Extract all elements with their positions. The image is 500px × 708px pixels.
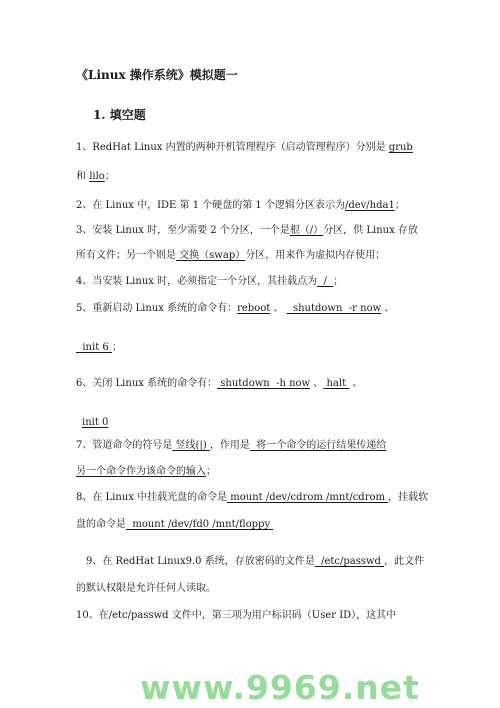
question-6: 6、关闭 Linux 系统的命令有： shutdown -h now 、 halt 、 [76, 378, 363, 389]
question-4: 4、当安装 Linux 时，必须指定一个分区，其挂载点为 / ； [76, 276, 344, 287]
answer-root: 根（/） [289, 225, 324, 236]
question-1-cont: 和 lilo； [76, 171, 115, 182]
answer-init-0: init 0 [82, 417, 109, 428]
answer-mount-floppy: mount /dev/fd0 /mnt/floppy [126, 519, 274, 530]
question-5: 5、重新启动 Linux 系统的命令有：reboot 、 shutdown -r now 、 [76, 303, 395, 314]
answer-pipe-desc: 将一个命令的运行结果传递给 [249, 440, 387, 451]
question-3-cont: 所有文件；另一个则是 交换（swap）分区，用来作为虚拟内存使用； [76, 250, 386, 261]
question-10: 10、在/etc/passwd 文件中，第三项为用户标识码（User ID），这其中 [76, 610, 397, 621]
watermark: www.9969.net [140, 668, 420, 707]
question-3: 3、安装 Linux 时，至少需要 2 个分区，一个是根（/）分区，供 Linux 存放 [76, 225, 418, 236]
answer-shutdown-h: shutdown -h now [217, 378, 311, 389]
question-9: 9、在 RedHat Linux9.0 系统，存放密码的文件是 /etc/passwd ，此文件 [86, 556, 425, 567]
answer-shutdown-r: shutdown -r now [286, 303, 382, 314]
answer-pipe: 竖线(|) [172, 440, 210, 451]
answer-reboot: reboot [237, 303, 271, 314]
answer-hda1: /dev/hda1 [344, 200, 395, 211]
question-1: 1、RedHat Linux 内置的两种开机管理程序（启动管理程序）分别是 grub [76, 142, 413, 153]
document-title: 《Linux 操作系统》模拟题一 [76, 68, 238, 82]
section-title: 1. 填空题 [93, 108, 146, 122]
answer-passwd-file: /etc/passwd [314, 556, 385, 567]
answer-pipe-desc-cont: 另一个命令作为该命令的输入 [76, 466, 206, 477]
answer-mount-cdrom: mount /dev/cdrom /mnt/cdrom [227, 492, 389, 503]
question-8: 8、在 Linux 中挂载光盘的命令是 mount /dev/cdrom /mnt/cdrom ，挂载软 [76, 492, 429, 503]
question-5-cont: init 6 ； [76, 342, 122, 353]
answer-lilo: lilo [89, 171, 105, 182]
answer-grub: grub [388, 142, 413, 153]
answer-init-6: init 6 [76, 342, 112, 353]
question-6-cont [82, 416, 108, 430]
question-2: 2、在 Linux 中，IDE 第 1 个硬盘的第 1 个逻辑分区表示为/dev/hda1； [76, 200, 405, 211]
answer-mount-point: / [317, 276, 334, 287]
question-9-cont: 的默认权限是允许任何人读取。 [76, 583, 216, 594]
question-8-cont: 盘的命令是 mount /dev/fd0 /mnt/floppy [76, 519, 274, 530]
answer-swap: 交换（swap） [176, 250, 246, 261]
question-7: 7、管道命令的符号是 竖线(|) ，作用是 将一个命令的运行结果传递给 [76, 440, 387, 451]
question-7-cont: 另一个命令作为该命令的输入； [76, 466, 216, 477]
answer-halt: halt [323, 378, 350, 389]
